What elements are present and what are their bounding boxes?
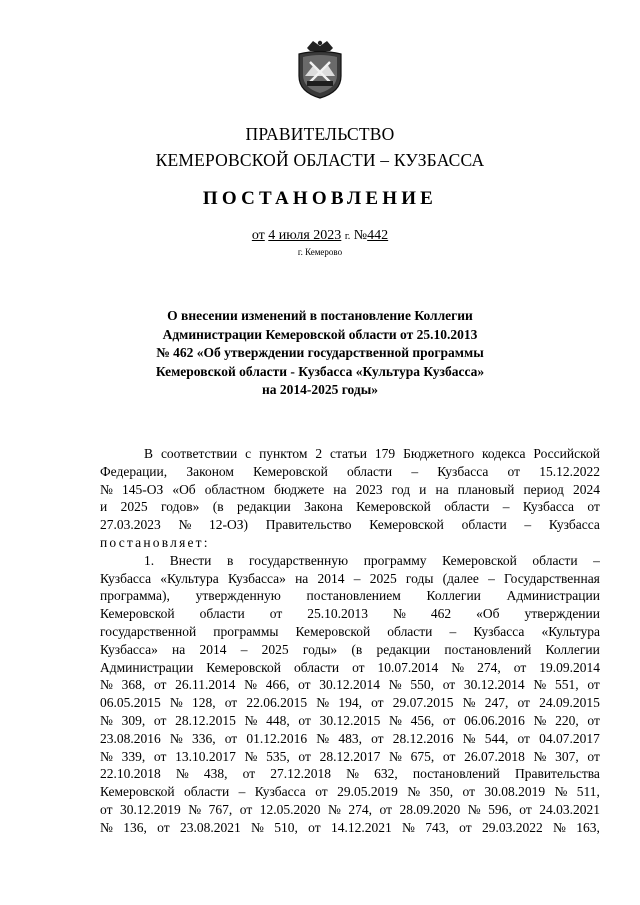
word: 25.10.2013 xyxy=(307,606,368,622)
title-line: на 2014-2025 годы» xyxy=(261,382,379,397)
word: год xyxy=(391,481,411,497)
word: Коллегии xyxy=(426,588,481,604)
word: программу xyxy=(363,552,427,568)
text-line xyxy=(100,783,600,801)
word: области xyxy=(184,784,230,800)
word: от xyxy=(442,677,456,693)
word: 12.05.2020 xyxy=(259,801,321,817)
resolves-line xyxy=(100,534,600,552)
word: области xyxy=(199,606,245,622)
word: 179 xyxy=(374,446,396,461)
text-line xyxy=(100,498,600,516)
word: № xyxy=(327,801,341,817)
word: Законом xyxy=(186,463,234,479)
word: 2 xyxy=(315,446,323,461)
word: – xyxy=(502,499,510,515)
word: области xyxy=(461,517,507,533)
word: Коллегии xyxy=(545,641,600,657)
word: 350, xyxy=(429,784,454,800)
word: Кузбасса xyxy=(522,499,574,515)
word: Кузбасса xyxy=(473,623,525,639)
word: (в xyxy=(351,641,363,657)
word: 22.06.2015 xyxy=(246,695,308,711)
word: 30.08.2019 xyxy=(484,784,546,800)
text-line xyxy=(100,463,600,481)
word: 274, xyxy=(348,801,372,817)
word: 28.09.2020 xyxy=(399,801,461,817)
word: № xyxy=(100,819,113,835)
word: № xyxy=(388,677,402,693)
word: № xyxy=(100,677,113,693)
text-line xyxy=(100,623,600,641)
word: 26.11.2014 xyxy=(175,677,236,693)
word: 27.03.2023 xyxy=(100,517,161,533)
date-number-line xyxy=(0,228,640,244)
year-suffix: г. xyxy=(344,231,351,242)
word: области xyxy=(347,463,393,479)
word: редакции xyxy=(376,641,431,657)
word: 339, xyxy=(121,748,146,764)
word: (далее xyxy=(442,570,479,586)
word: 551, xyxy=(554,677,579,693)
word: 06.06.2016 xyxy=(464,712,525,728)
word: № xyxy=(188,801,202,817)
coat-of-arms-icon xyxy=(293,38,347,100)
date-prefix: от xyxy=(251,228,265,243)
text-line xyxy=(100,605,600,623)
word: от xyxy=(587,748,600,764)
word: № xyxy=(451,659,465,675)
title-line: Кемеровской области - Кузбасса «Культура Кузбасса» xyxy=(155,363,485,379)
word: № xyxy=(100,748,113,764)
word: области xyxy=(532,552,578,568)
word: Кемеровской xyxy=(295,623,371,639)
word: 550, xyxy=(410,677,434,693)
word: – xyxy=(238,784,246,800)
word: Кемеровской xyxy=(253,463,328,479)
word: «Культура xyxy=(160,570,219,586)
title-line: О внесении изменений в постановление Коллегии xyxy=(167,308,473,323)
word: бюджете xyxy=(274,481,325,497)
paragraph-preamble xyxy=(100,445,600,534)
word: № xyxy=(407,784,421,800)
word: Правительство xyxy=(265,517,352,533)
word: период xyxy=(523,481,564,497)
word: от xyxy=(587,712,600,728)
word: 2024 xyxy=(572,481,600,497)
word: 28.12.2015 xyxy=(175,712,236,728)
word: № xyxy=(316,730,330,746)
word: на xyxy=(333,481,347,497)
word: № xyxy=(244,712,258,728)
word: 29.07.2015 xyxy=(392,695,454,711)
word: Кемеровской xyxy=(369,517,444,533)
word: от xyxy=(269,606,283,622)
word: № xyxy=(553,819,566,835)
word: статьи xyxy=(330,446,367,461)
word: 14.12.2021 xyxy=(330,819,392,835)
word: от xyxy=(157,819,170,835)
word: № xyxy=(251,819,264,835)
word: Бюджетного xyxy=(403,446,475,461)
word: Кемеровской xyxy=(206,659,281,675)
word: Администрации xyxy=(100,659,194,675)
word: государственную xyxy=(249,552,349,568)
word: от xyxy=(153,748,167,764)
word: 163, xyxy=(576,819,600,835)
word: Кузбасса xyxy=(254,784,306,800)
word: № xyxy=(346,766,360,782)
document-date: 4 июля 2023 xyxy=(268,228,342,243)
word: на xyxy=(172,641,186,657)
word: 136, xyxy=(123,819,147,835)
word: 247, xyxy=(484,695,509,711)
word: – xyxy=(524,517,532,533)
word: – xyxy=(411,463,419,479)
word: редакции xyxy=(237,499,291,515)
word: от xyxy=(100,801,113,817)
word: Кемеровской xyxy=(356,499,431,515)
word: (в xyxy=(212,499,224,515)
word: № xyxy=(462,695,476,711)
word: 23.08.2016 xyxy=(100,730,161,746)
text-line xyxy=(100,659,600,677)
word: – xyxy=(353,570,361,586)
word: Кузбасса xyxy=(548,517,600,533)
word: от xyxy=(442,748,456,764)
word: 596, xyxy=(488,801,512,817)
paragraph-1 xyxy=(100,552,600,837)
text-line xyxy=(100,765,600,783)
word: № xyxy=(100,712,113,728)
word: «Об xyxy=(172,481,196,497)
text-line xyxy=(100,587,600,605)
word: 24.09.2015 xyxy=(539,695,600,711)
word: годы» xyxy=(302,641,338,657)
word: – xyxy=(593,552,600,568)
document-type: ПОСТАНОВЛЕНИЕ xyxy=(202,188,438,209)
text-line xyxy=(100,481,600,499)
word: области xyxy=(387,623,433,639)
word: № xyxy=(467,801,481,817)
word: в xyxy=(227,552,234,568)
word: № xyxy=(389,748,402,764)
word: Закона xyxy=(304,499,343,515)
word: 28.12.2017 xyxy=(319,748,381,764)
word: № xyxy=(402,819,415,835)
word: 307, xyxy=(555,748,579,764)
text-line xyxy=(100,819,600,837)
word: 510, xyxy=(274,819,298,835)
word: «Об xyxy=(476,606,500,622)
document-body xyxy=(100,445,600,837)
word: и xyxy=(100,499,108,515)
text-line xyxy=(100,748,600,766)
word: 28.12.2016 xyxy=(392,730,454,746)
word: 2014 xyxy=(199,641,227,657)
word: от xyxy=(153,677,167,693)
word: Российской xyxy=(533,446,600,461)
number-sign: № xyxy=(353,228,368,243)
word: плановый xyxy=(457,481,515,497)
word: 535, xyxy=(266,748,290,764)
word: и xyxy=(419,481,427,497)
word: пунктом xyxy=(259,446,308,461)
word: годов» xyxy=(161,499,200,515)
word: кодекса xyxy=(482,446,526,461)
word: области xyxy=(444,499,490,515)
word: от xyxy=(459,819,472,835)
word: № xyxy=(389,712,402,728)
word: № xyxy=(533,712,547,728)
word: 743, xyxy=(425,819,449,835)
word: № xyxy=(178,517,192,533)
word: от xyxy=(517,695,530,711)
word: 2025 xyxy=(261,641,289,657)
word: программа), xyxy=(100,588,170,604)
word: от xyxy=(513,659,527,675)
word: от xyxy=(517,730,530,746)
word: Кузбасса» xyxy=(100,641,158,657)
word: 27.12.2018 xyxy=(270,766,331,782)
word: № xyxy=(169,730,183,746)
word: 22.10.2018 xyxy=(100,766,161,782)
word: 30.12.2014 xyxy=(319,677,381,693)
word: № xyxy=(533,748,547,764)
text-line xyxy=(100,676,600,694)
government-name-line1: ПРАВИТЕЛЬСТВО xyxy=(245,124,395,144)
word: Внести xyxy=(169,552,212,568)
title-line: № 462 «Об утверждении государственной программы xyxy=(156,345,484,360)
word: от xyxy=(352,659,365,675)
word: Федерации, xyxy=(100,463,168,479)
word: 483, xyxy=(338,730,362,746)
word: соответствии xyxy=(160,446,238,461)
word: 19.09.2014 xyxy=(539,659,600,675)
word: 128, xyxy=(191,695,216,711)
word: «Культура xyxy=(541,623,600,639)
word: 336, xyxy=(191,730,216,746)
word: от xyxy=(308,819,321,835)
word: 368, xyxy=(121,677,146,693)
word: 309, xyxy=(121,712,146,728)
word: № xyxy=(175,766,189,782)
word: № xyxy=(392,606,406,622)
word: Кузбасса xyxy=(100,570,152,586)
word: области xyxy=(293,659,340,675)
word: от xyxy=(224,695,238,711)
word: 04.07.2017 xyxy=(539,730,600,746)
word: 1. xyxy=(144,552,155,568)
word: от xyxy=(239,801,253,817)
word: 194, xyxy=(338,695,362,711)
word: 511, xyxy=(576,784,600,800)
word: 456, xyxy=(410,712,435,728)
word: 29.03.2022 xyxy=(481,819,543,835)
word: 220, xyxy=(555,712,579,728)
word: программы xyxy=(213,623,279,639)
word: 10.07.2014 xyxy=(377,659,439,675)
word: 30.12.2015 xyxy=(319,712,381,728)
word: от xyxy=(298,712,311,728)
word: 2023 xyxy=(355,481,383,497)
text-line xyxy=(100,641,600,659)
text-line xyxy=(100,552,600,570)
word: от xyxy=(298,677,311,693)
word: № xyxy=(244,677,258,693)
city: г. Кемерово xyxy=(297,247,343,257)
word: 438, xyxy=(203,766,228,782)
word: В xyxy=(144,446,154,461)
word: от xyxy=(371,695,384,711)
word: на xyxy=(435,481,449,497)
word: – xyxy=(240,641,248,657)
word: 274, xyxy=(477,659,501,675)
word: от xyxy=(371,730,384,746)
word: – xyxy=(488,570,495,586)
word: 24.03.2021 xyxy=(539,801,600,817)
word: от xyxy=(507,463,521,479)
word: Кузбасса» xyxy=(228,570,286,586)
word: 01.12.2016 xyxy=(246,730,308,746)
word: № xyxy=(316,695,330,711)
word: № xyxy=(462,730,476,746)
word: 462 xyxy=(430,606,452,622)
word: от xyxy=(224,730,238,746)
word: Администрации xyxy=(506,588,600,604)
word: 2025 xyxy=(369,570,397,586)
text-line xyxy=(100,445,600,463)
document-title xyxy=(100,307,540,400)
word: Кемеровской xyxy=(442,552,517,568)
word: 15.12.2022 xyxy=(539,463,600,479)
word: 145-ОЗ xyxy=(121,481,164,497)
word: на xyxy=(295,570,309,586)
word: 2014 xyxy=(317,570,345,586)
word: 29.05.2019 xyxy=(337,784,398,800)
word: Государственная xyxy=(504,570,600,586)
word: 767, xyxy=(208,801,233,817)
word: 30.12.2019 xyxy=(119,801,181,817)
word: № xyxy=(554,784,568,800)
word: № xyxy=(100,481,113,497)
word: Кемеровской xyxy=(100,784,175,800)
word: от xyxy=(242,766,256,782)
word: от xyxy=(153,712,167,728)
word: областном xyxy=(204,481,265,497)
word: № xyxy=(533,677,547,693)
resolves-word: постановляет: xyxy=(100,534,210,550)
word: утвержденную xyxy=(195,588,281,604)
word: от xyxy=(315,784,328,800)
word: от xyxy=(442,712,456,728)
word: 2025 xyxy=(120,499,148,515)
word: Кузбасса xyxy=(437,463,489,479)
word: № xyxy=(169,695,183,711)
word: 448, xyxy=(266,712,290,728)
word: государственной xyxy=(100,623,197,639)
word: Правительства xyxy=(514,766,600,782)
word: 12-ОЗ) xyxy=(209,517,249,533)
word: 06.05.2015 xyxy=(100,695,161,711)
word: 30.12.2014 xyxy=(463,677,525,693)
word: постановлением xyxy=(306,588,401,604)
word: утверждении xyxy=(524,606,600,622)
word: от xyxy=(587,499,600,515)
word: от xyxy=(519,801,532,817)
word: постановлений xyxy=(444,641,532,657)
text-line xyxy=(100,712,600,730)
word: от xyxy=(379,801,392,817)
government-name-line2: КЕМЕРОВСКОЙ ОБЛАСТИ – КУЗБАССА xyxy=(155,150,485,170)
word: 13.10.2017 xyxy=(175,748,236,764)
word: годы xyxy=(405,570,434,586)
word: постановлений xyxy=(412,766,500,782)
text-line xyxy=(100,516,600,534)
word: от xyxy=(587,677,600,693)
document-number: 442 xyxy=(367,228,389,243)
word: 675, xyxy=(410,748,435,764)
word: от xyxy=(462,784,475,800)
word: № xyxy=(244,748,258,764)
word: Кемеровской xyxy=(100,606,175,622)
text-line xyxy=(100,570,600,588)
word: 466, xyxy=(265,677,290,693)
word: – xyxy=(449,623,457,639)
text-line xyxy=(100,694,600,712)
title-line: Администрации Кемеровской области от 25.10.2013 xyxy=(162,326,478,342)
word: от xyxy=(298,748,311,764)
text-line xyxy=(100,730,600,748)
word: 26.07.2018 xyxy=(464,748,525,764)
word: 632, xyxy=(374,766,398,782)
word: 23.08.2021 xyxy=(179,819,241,835)
word: 544, xyxy=(484,730,509,746)
text-line xyxy=(100,801,600,819)
word: с xyxy=(245,446,252,461)
